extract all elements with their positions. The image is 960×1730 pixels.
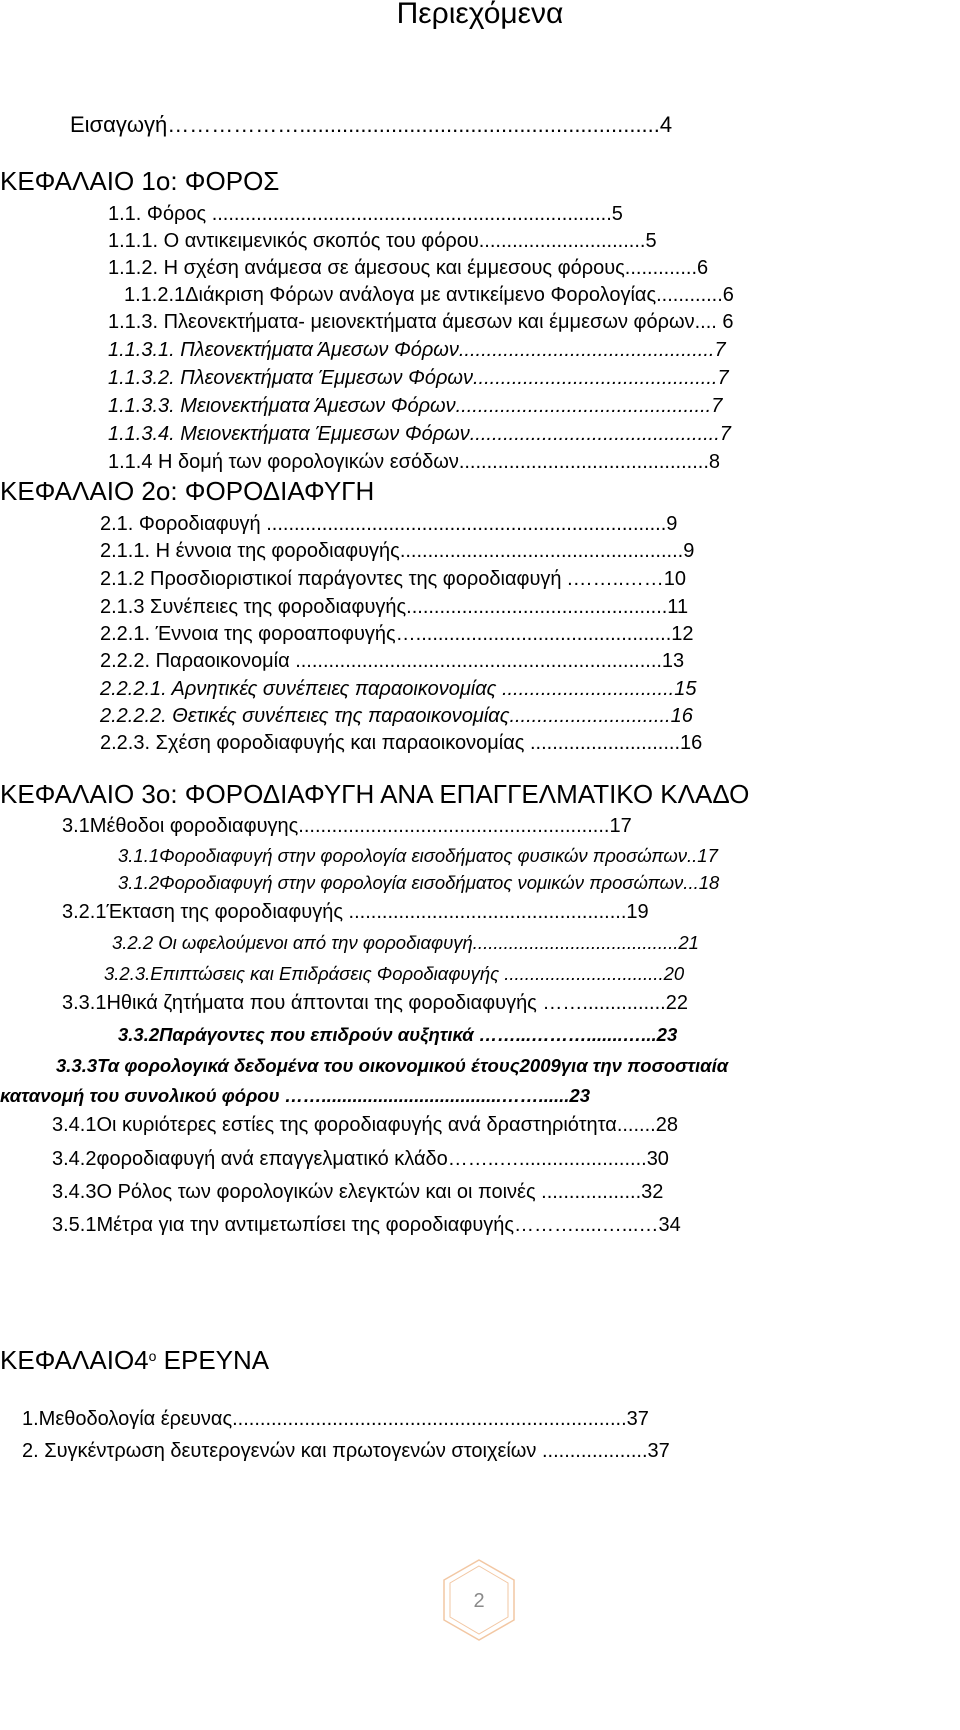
toc-entry[interactable]: 1.1. Φόρος ........................................................................5	[108, 203, 623, 225]
toc-entry[interactable]: 3.4.1Οι κυριότερες εστίες της φοροδιαφυγής ανά δραστηριότητα.......28	[52, 1114, 678, 1136]
chapter-2-heading[interactable]: ΚΕΦΑΛΑΙΟ 2ο: ΦΟΡΟΔΙΑΦΥΓΗ	[0, 476, 375, 506]
chapter-4-prefix: ΚΕΦΑΛΑΙΟ4	[0, 1345, 149, 1375]
toc-entry[interactable]: 3.1Μέθοδοι φοροδιαφυγης........................................................17	[62, 815, 632, 837]
toc-entry[interactable]: 3.1.2Φοροδιαφυγή στην φορολογία εισοδήματος νομικών προσώπων...18	[118, 872, 720, 893]
toc-entry[interactable]: 3.2.2 Οι ωφελούμενοι από την φοροδιαφυγή........................................21	[112, 932, 699, 953]
toc-entry[interactable]: 3.4.3Ο Ρόλος των φορολογικών ελεγκτών και οι ποινές ..................32	[52, 1181, 664, 1203]
toc-entry[interactable]: 2.2.3. Σχέση φοροδιαφυγής και παραοικονομίας ...........................16	[100, 732, 703, 754]
toc-entry-introduction[interactable]: Εισαγωγή………………...........................................................4	[70, 112, 673, 137]
toc-entry[interactable]: 1.1.3. Πλεονεκτήματα- μειονεκτήματα άμεσων και έμμεσων φόρων.... 6	[108, 311, 734, 333]
page-title: Περιεχόμενα	[396, 0, 564, 30]
toc-entry[interactable]: 1.1.3.2. Πλεονεκτήματα Έμμεσων Φόρων............................................7	[108, 367, 729, 389]
page-number-frame-icon	[442, 1558, 516, 1642]
toc-entry[interactable]: 2.2.2. Παραοικονομία ..................................................................13	[100, 650, 685, 672]
chapter-3-heading[interactable]: ΚΕΦΑΛΑΙΟ 3ο: ΦΟΡΟΔΙΑΦΥΓΗ ΑΝΑ ΕΠΑΓΓΕΛΜΑΤΙΚΟ ΚΛΑΔΟ	[0, 779, 750, 809]
chapter-4-heading[interactable]	[0, 1344, 269, 1376]
chapter-1-heading[interactable]: ΚΕΦΑΛΑΙΟ 1ο: ΦΟΡΟΣ	[0, 166, 280, 196]
toc-entry[interactable]: 1.1.4 Η δομή των φορολογικών εσόδων.............................................8	[108, 451, 720, 473]
toc-entry[interactable]: 3.4.2φοροδιαφυγή ανά επαγγελματικό κλάδο……..….......................30	[52, 1148, 669, 1170]
toc-entry[interactable]: 3.3.3Τα φορολογικά δεδομένα του οικονομικού έτους2009για την ποσοστιαία	[56, 1055, 729, 1076]
chapter-4-sup: ο	[148, 1348, 157, 1364]
toc-entry[interactable]: 3.3.2Παράγοντες που επιδρούν αυξητικά ……...……….......…...23	[118, 1024, 678, 1045]
toc-entry[interactable]: 2. Συγκέντρωση δευτερογενών και πρωτογενών στοιχείων ...................37	[22, 1440, 670, 1462]
chapter-4-suffix: ΕΡΕΥΝΑ	[156, 1345, 270, 1375]
toc-entry[interactable]: 2.1.3 Συνέπειες της φοροδιαφυγής...............................................11	[100, 596, 689, 618]
toc-entry[interactable]: 3.2.3.Επιπτώσεις και Επιδράσεις Φοροδιαφυγής ...............................20	[104, 963, 685, 984]
toc-entry[interactable]: 3.3.1Ηθικά ζητήματα που άπτονται της φοροδιαφυγής ……...............22	[62, 992, 688, 1014]
toc-entry[interactable]: 2.1.1. Η έννοια της φοροδιαφυγής...................................................9	[100, 540, 695, 562]
toc-entry[interactable]: 1.1.3.1. Πλεονεκτήματα Άμεσων Φόρων..............................................7	[108, 339, 726, 361]
toc-entry[interactable]: 1.1.1. Ο αντικειμενικός σκοπός του φόρου..............................5	[108, 230, 657, 252]
toc-entry[interactable]: 2.2.1. Έννοια της φοροαποφυγής…..............................................12	[100, 623, 694, 645]
toc-entry[interactable]: 2.2.2.2. Θετικές συνέπειες της παραοικονομίας.............................16	[100, 705, 693, 727]
page-number: 2	[473, 1590, 485, 1612]
toc-entry[interactable]: 2.2.2.1. Αρνητικές συνέπειες παραοικονομίας ...............................15	[100, 678, 697, 700]
toc-entry[interactable]: 2.1. Φοροδιαφυγή ........................................................................9	[100, 513, 678, 535]
toc-entry[interactable]: 1.1.3.4. Μειονεκτήματα Έμμεσων Φόρων.............................................7	[108, 423, 731, 445]
toc-entry[interactable]: 1.1.2.1Διάκριση Φόρων ανάλογα με αντικείμενο Φορολογίας............6	[124, 284, 734, 306]
toc-entry[interactable]: 3.2.1Έκταση της φοροδιαφυγής ..................................................19	[62, 901, 649, 923]
toc-entry[interactable]: 3.5.1Μέτρα για την αντιμετωπίσει της φοροδιαφυγής……….....…...…34	[52, 1214, 681, 1236]
toc-entry[interactable]: 1.Μεθοδολογία έρευνας.......................................................................37	[22, 1408, 649, 1430]
toc-entry[interactable]: 3.1.1Φοροδιαφυγή στην φορολογία εισοδήματος φυσικών προσώπων..17	[118, 845, 718, 866]
toc-entry[interactable]: 2.1.2 Προσδιοριστικοί παράγοντες της φοροδιαφυγή .……..……10	[100, 568, 687, 590]
toc-entry[interactable]: 1.1.3.3. Μειονεκτήματα Άμεσων Φόρων..............................................7	[108, 395, 723, 417]
toc-entry[interactable]: κατανομή του συνολικού φόρου ……...................................……......23	[0, 1085, 590, 1106]
page-number-badge	[442, 1558, 516, 1642]
toc-entry[interactable]: 1.1.2. Η σχέση ανάμεσα σε άμεσους και έμμεσους φόρους.............6	[108, 257, 709, 279]
